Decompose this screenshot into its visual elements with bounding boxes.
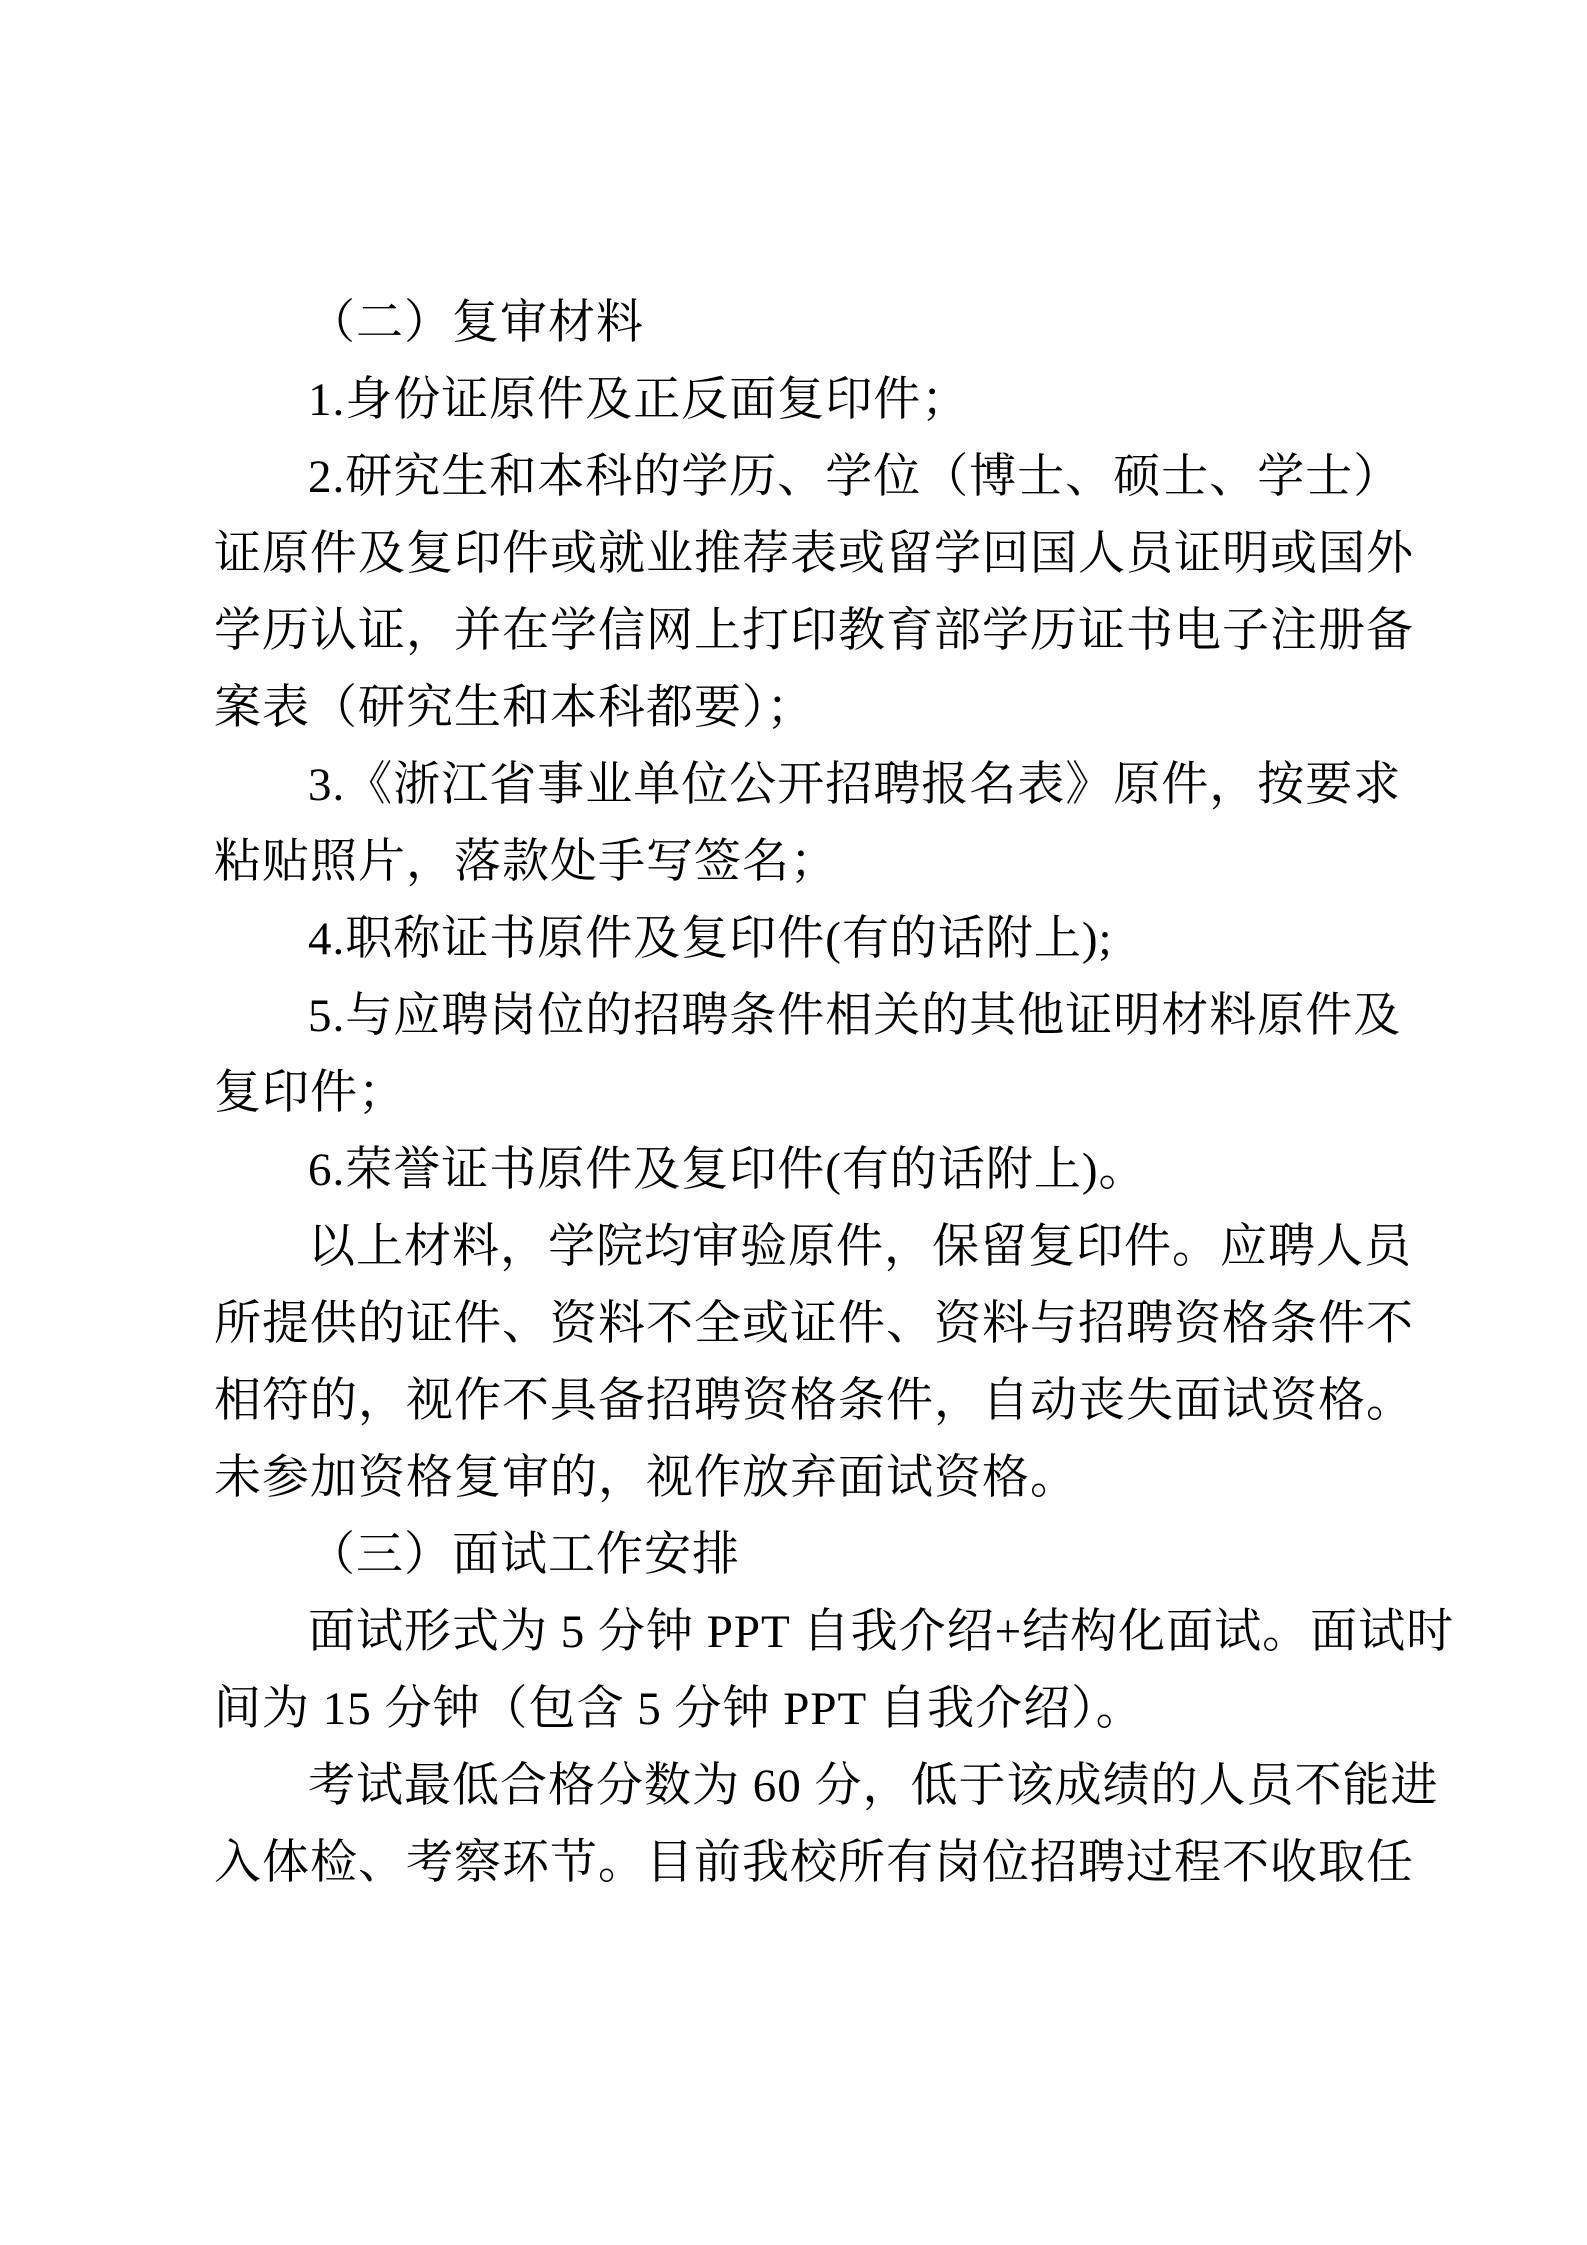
text-line: 间为 15 分钟（包含 5 分钟 PPT 自我介绍）。	[214, 1683, 1144, 1735]
text-line: 粘贴照片，落款处手写签名；	[214, 836, 838, 888]
text-line: 所提供的证件、资料不全或证件、资料与招聘资格条件不	[214, 1298, 1414, 1350]
list-item-6-honor-certificate: 6.荣誉证书原件及复印件(有的话附上)。	[308, 1144, 1147, 1196]
paragraph-interview-format: 面试形式为 5 分钟 PPT 自我介绍+结构化面试。面试时	[308, 1606, 1455, 1658]
text-line: 复印件；	[214, 1067, 406, 1119]
text-line: 入体检、考察环节。目前我校所有岗位招聘过程不收取任	[214, 1837, 1414, 1889]
list-item-5-other-materials: 5.与应聘岗位的招聘条件相关的其他证明材料原件及	[308, 990, 1402, 1042]
section-heading-review-materials: （二）复审材料	[308, 297, 644, 349]
text-line: 未参加资格复审的，视作放弃面试资格。	[214, 1452, 1078, 1504]
text-line: 学历认证，并在学信网上打印教育部学历证书电子注册备	[214, 605, 1414, 657]
list-item-1-id-card: 1.身份证原件及正反面复印件；	[308, 374, 970, 426]
text-line: 证原件及复印件或就业推荐表或留学回国人员证明或国外	[214, 528, 1414, 580]
section-heading-interview-arrangement: （三）面试工作安排	[308, 1529, 740, 1581]
list-item-2-degree-certificates: 2.研究生和本科的学历、学位（博士、硕士、学士）	[308, 451, 1402, 503]
paragraph-passing-score: 考试最低合格分数为 60 分，低于该成绩的人员不能进	[308, 1760, 1439, 1812]
text-line: 相符的，视作不具备招聘资格条件，自动丧失面试资格。	[214, 1375, 1414, 1427]
text-line: 案表（研究生和本科都要）；	[214, 682, 815, 734]
list-item-4-title-certificate: 4.职称证书原件及复印件(有的话附上);	[308, 913, 1113, 965]
paragraph-materials-verification: 以上材料，学院均审验原件，保留复印件。应聘人员	[308, 1221, 1412, 1273]
document-body	[214, 285, 1455, 1902]
list-item-3-application-form: 3.《浙江省事业单位公开招聘报名表》原件，按要求	[308, 759, 1402, 811]
